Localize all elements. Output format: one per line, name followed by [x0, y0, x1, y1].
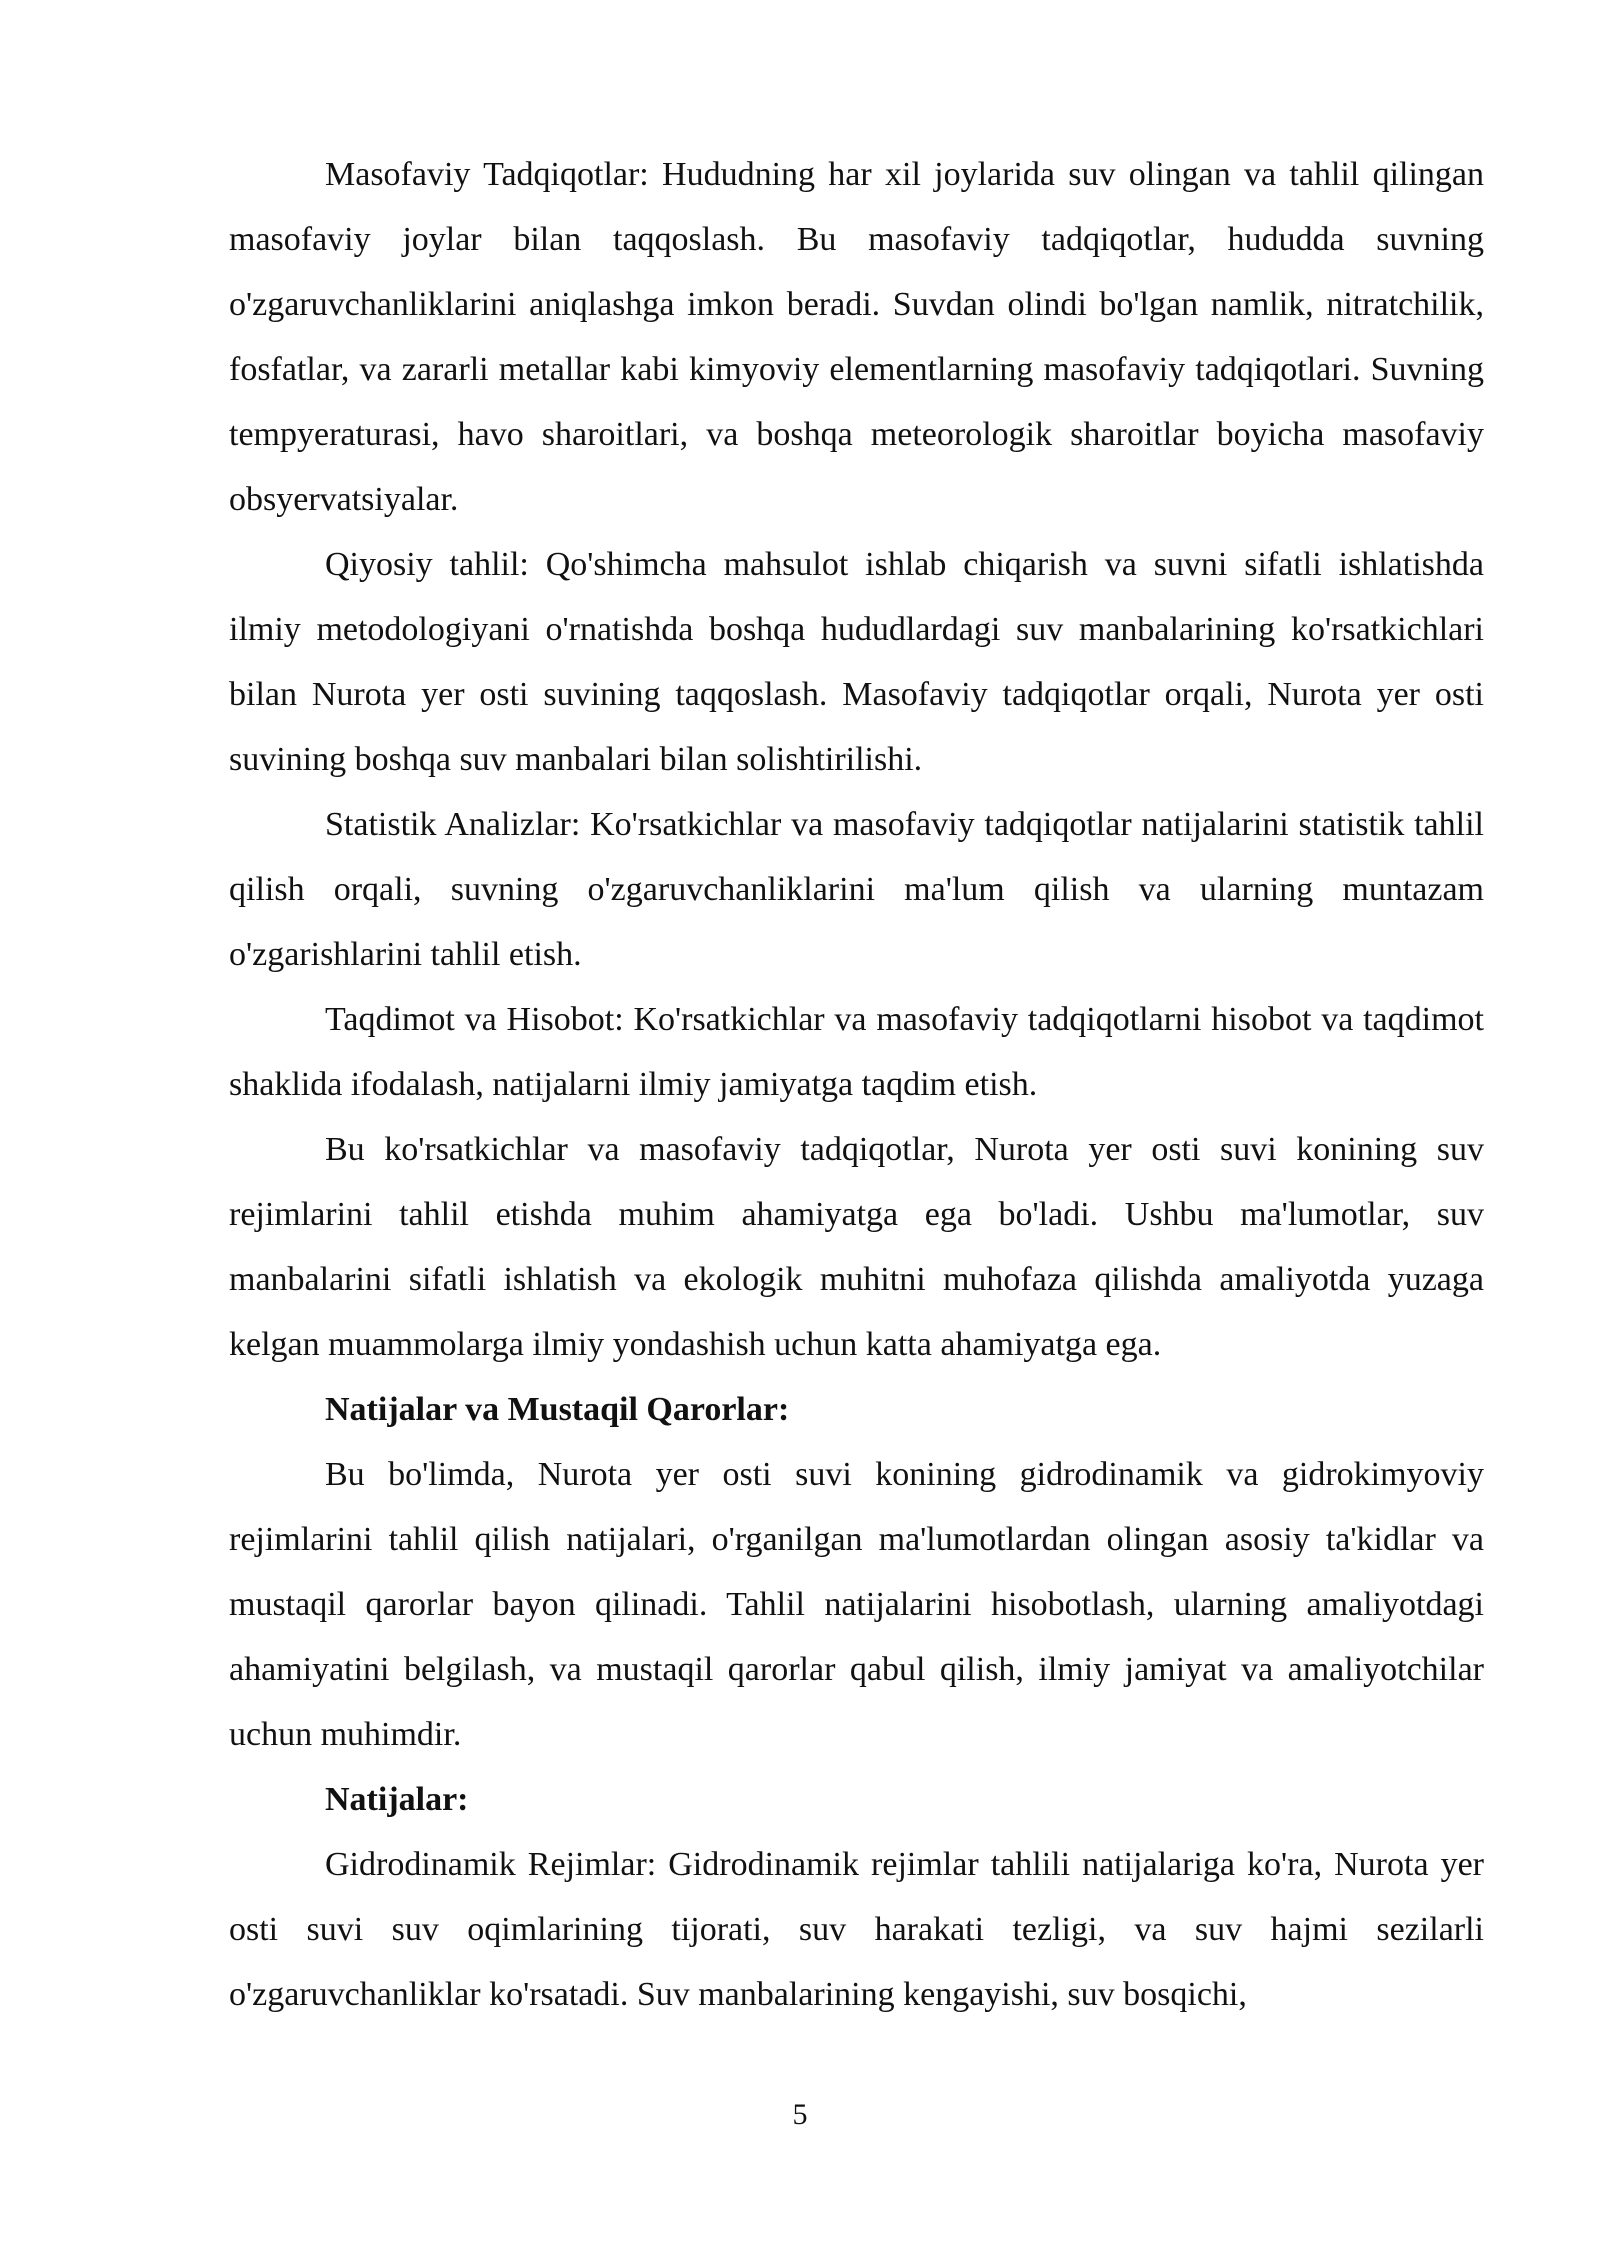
heading-natijalar-va-mustaqil-qarorlar: Natijalar va Mustaqil Qarorlar: — [325, 1391, 790, 1428]
page-number: 5 — [792, 2098, 808, 2131]
paragraph-taqdimot-va-hisobot: Taqdimot va Hisobot: Ko'rsatkichlar va masofaviy tadqiqotlarni hisobot va taqdimot shaklida ifodalash, natijalarni ilmiy jamiyatga taqdim etish. — [229, 1001, 1484, 1103]
paragraph-summary: Bu ko'rsatkichlar va masofaviy tadqiqotlar, Nurota yer osti suvi konining suv rejimlarini tahlil etishda muhim ahamiyatga ega bo'ladi. Ushbu ma'lumotlar, suv manbalarini sifatli ishlatish va ekologik muhitni muhofaza qilishda amaliyotda yuzaga kelgan muammolarga ilmiy yondashish uchun katta ahamiyatga ega. — [229, 1131, 1484, 1363]
paragraph-statistik-analizlar: Statistik Analizlar: Ko'rsatkichlar va masofaviy tadqiqotlar natijalarini statistik tahlil qilish orqali, suvning o'zgaruvchanliklarini ma'lum qilish va ularning muntazam o'zgarishlarini tahlil etish. — [229, 806, 1484, 973]
heading-natijalar: Natijalar: — [325, 1781, 469, 1818]
page-body — [229, 142, 1484, 2027]
paragraph-qiyosiy-tahlil: Qiyosiy tahlil: Qo'shimcha mahsulot ishlab chiqarish va suvni sifatli ishlatishda ilmiy metodologiyani o'rnatishda boshqa hududlardagi suv manbalarining ko'rsatkichlari bilan Nurota yer osti suvining taqqoslash. Masofaviy tadqiqotlar orqali, Nurota yer osti suvining boshqa suv manbalari bilan solishtirilishi. — [229, 546, 1484, 778]
paragraph-bolim-intro: Bu bo'limda, Nurota yer osti suvi konining gidrodinamik va gidrokimyoviy rejimlarini tahlil qilish natijalari, o'rganilgan ma'lumotlardan olingan asosiy ta'kidlar va mustaqil qarorlar bayon qilinadi. Tahlil natijalarini hisobotlash, ularning amaliyotdagi ahamiyatini belgilash, va mustaqil qarorlar qabul qilish, ilmiy jamiyat va amaliyotchilar uchun muhimdir. — [229, 1456, 1484, 1753]
paragraph-gidrodinamik-rejimlar: Gidrodinamik Rejimlar: Gidrodinamik rejimlar tahlili natijalariga ko'ra, Nurota yer osti suvi suv oqimlarining tijorati, suv harakati tezligi, va suv hajmi sezilarli o'zgaruvchanliklar ko'rsatadi. Suv manbalarining kengayishi, suv bosqichi, — [229, 1846, 1484, 2013]
paragraph-masofaviy-tadqiqotlar: Masofaviy Tadqiqotlar: Hududning har xil joylarida suv olingan va tahlil qilingan masofaviy joylar bilan taqqoslash. Bu masofaviy tadqiqotlar, hududda suvning o'zgaruvchanliklarini aniqlashga imkon beradi. Suvdan olindi bo'lgan namlik, nitratchilik, fosfatlar, va zararli metallar kabi kimyoviy elementlarning masofaviy tadqiqotlari. Suvning tempyeraturasi, havo sharoitlari, va boshqa meteorologik sharoitlar boyicha masofaviy obsyervatsiyalar. — [229, 156, 1484, 518]
